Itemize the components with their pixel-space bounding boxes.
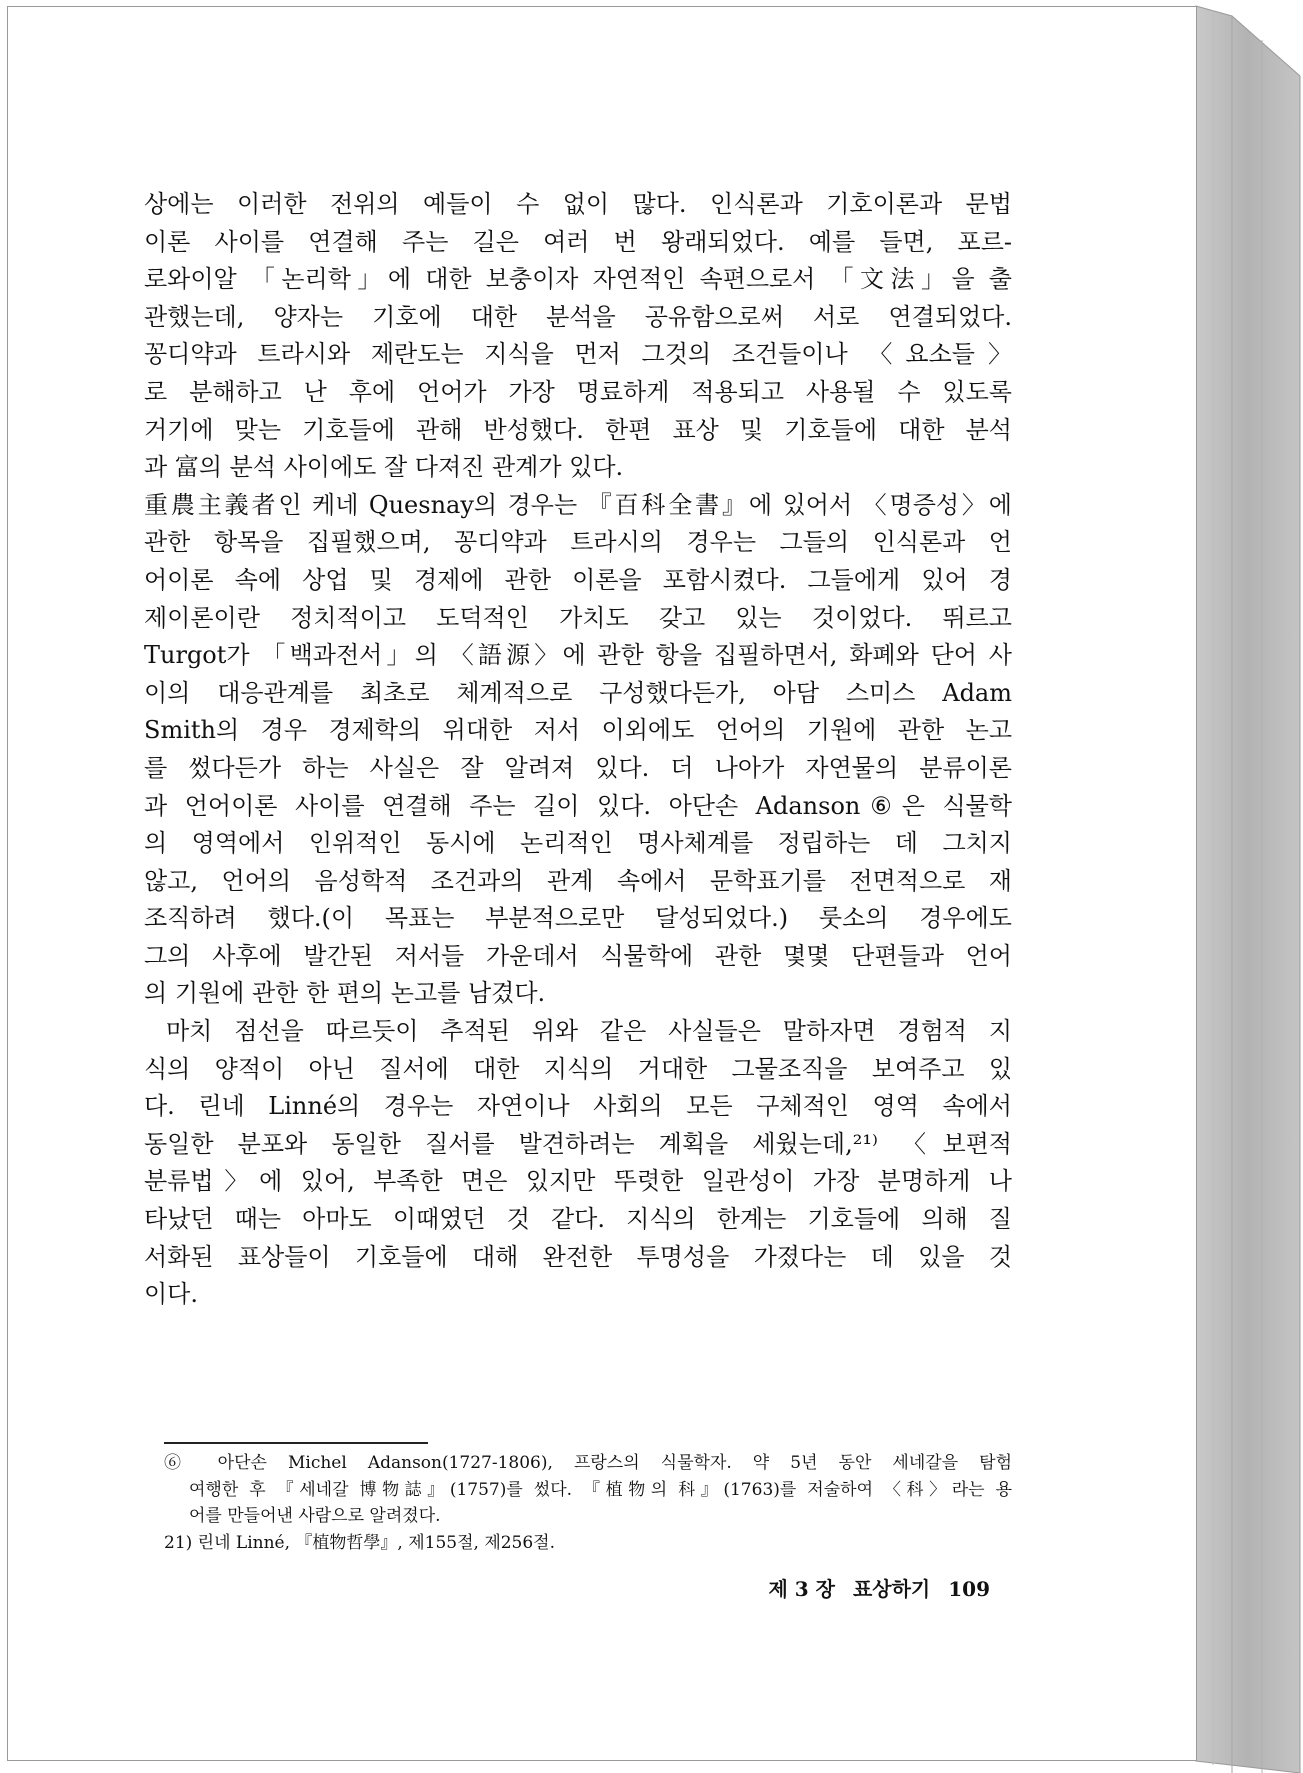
footnote-line: 여행한 후 『세네갈 博物誌』(1757)를 썼다. 『植物의 科』(1763)를 저술하여 〈科〉라는 용 — [189, 1479, 1012, 1500]
text-line: 식의 양적이 아닌 질서에 대한 지식의 거대한 그물조직을 보여주고 있 — [144, 1054, 1012, 1083]
footnote-line: 어를 만들어낸 사람으로 알려졌다. — [189, 1506, 441, 1526]
text-line: 꽁디약과 트라시와 제란도는 지식을 먼저 그것의 조건들이나 〈요소들〉 — [144, 340, 1012, 369]
text-line: 로와이알 「논리학」에 대한 보충이자 자연적인 속편으로서 「文法」을 출 — [144, 265, 1012, 294]
text-line: 관했는데, 양자는 기호에 대한 분석을 공유함으로써 서로 연결되었다. — [144, 302, 1012, 331]
text-line: 다. 린네 Linné의 경우는 자연이나 사회의 모든 구체적인 영역 속에서 — [144, 1092, 1012, 1121]
text-line: 않고, 언어의 음성학적 조건과의 관계 속에서 문학표기를 전면적으로 재 — [144, 866, 1012, 895]
text-line: 이다. — [144, 1280, 198, 1309]
text-line: Turgot가 「백과전서」의 〈語源〉에 관한 항을 집필하면서, 화폐와 단어 사 — [144, 641, 1012, 670]
text-line: 서화된 표상들이 기호들에 대해 완전한 투명성을 가졌다는 데 있을 것 — [144, 1242, 1012, 1271]
text-line: 조직하려 했다.(이 목표는 부분적으로만 달성되었다.) 룻소의 경우에도 — [144, 904, 1012, 933]
text-line: 과 언어이론 사이를 연결해 주는 길이 있다. 아단손 Adanson⑥은 식물학 — [144, 791, 1012, 820]
text-line: 거기에 맞는 기호들에 관해 반성했다. 한편 표상 및 기호들에 대한 분석 — [144, 415, 1012, 444]
text-line: 로 분해하고 난 후에 언어가 가장 명료하게 적용되고 사용될 수 있도록 — [144, 377, 1012, 406]
text-line: 그의 사후에 발간된 저서들 가운데서 식물학에 관한 몇몇 단편들과 언어 — [144, 941, 1012, 970]
page-footer — [720, 1573, 990, 1602]
text-line: 이의 대응관계를 최초로 체계적으로 구성했다든가, 아담 스미스 Adam — [144, 678, 1012, 707]
text-line: 분류법〉에 있어, 부족한 면은 있지만 뚜렷한 일관성이 가장 분명하게 나 — [144, 1167, 1012, 1196]
text-line: 의 기원에 관한 한 편의 논고를 남겼다. — [144, 979, 546, 1008]
text-line: 제이론이란 정치적이고 도덕적인 가치도 갖고 있는 것이었다. 뛰르고 — [144, 603, 1012, 632]
text-line: 상에는 이러한 전위의 예들이 수 없이 많다. 인식론과 기호이론과 문법 — [144, 190, 1012, 218]
text-line: 重農主義者인 케네 Quesnay의 경우는 『百科全書』에 있어서 〈명증성〉에 — [144, 490, 1012, 519]
text-line: 타났던 때는 아마도 이때였던 것 같다. 지식의 한계는 기호들에 의해 질 — [144, 1205, 1012, 1234]
chapter-label: 제 3 장 — [768, 1577, 835, 1601]
text-line: 마치 점선을 따르듯이 추적된 위와 같은 사실들은 말하자면 경험적 지 — [166, 1017, 1012, 1046]
text-line: 를 썼다든가 하는 사실은 잘 알려져 있다. 더 나아가 자연물의 분류이론 — [144, 753, 1012, 782]
footnote-line: ⑥ 아단손 Michel Adanson(1727-1806), 프랑스의 식물학자. 약 5년 동안 세네갈을 탐험 — [164, 1453, 1012, 1473]
text-line: Smith의 경우 경제학의 위대한 저서 이외에도 언어의 기원에 관한 논고 — [144, 716, 1012, 745]
footnote-line: 21) 린네 Linné, 『植物哲學』, 제155절, 제256절. — [164, 1532, 556, 1553]
text-line: 이론 사이를 연결해 주는 길은 여러 번 왕래되었다. 예를 들면, 포르- — [144, 227, 1012, 256]
footnotes — [164, 1450, 1012, 1556]
footnote-divider — [164, 1442, 428, 1444]
text-line: 동일한 분포와 동일한 질서를 발견하려는 계획을 세웠는데,²¹⁾ 〈보편적 — [144, 1129, 1012, 1158]
text-line: 관한 항목을 집필했으며, 꽁디약과 트라시의 경우는 그들의 인식론과 언 — [144, 528, 1012, 557]
page-number: 109 — [948, 1577, 990, 1601]
chapter-title: 표상하기 — [852, 1577, 931, 1601]
text-line: 과 富의 분석 사이에도 잘 다져진 관계가 있다. — [144, 453, 624, 482]
text-line: 의 영역에서 인위적인 동시에 논리적인 명사체계를 정립하는 데 그치지 — [144, 829, 1012, 858]
text-line: 어이론 속에 상업 및 경제에 관한 이론을 포함시켰다. 그들에게 있어 경 — [144, 565, 1012, 594]
body-text — [144, 186, 1012, 1314]
